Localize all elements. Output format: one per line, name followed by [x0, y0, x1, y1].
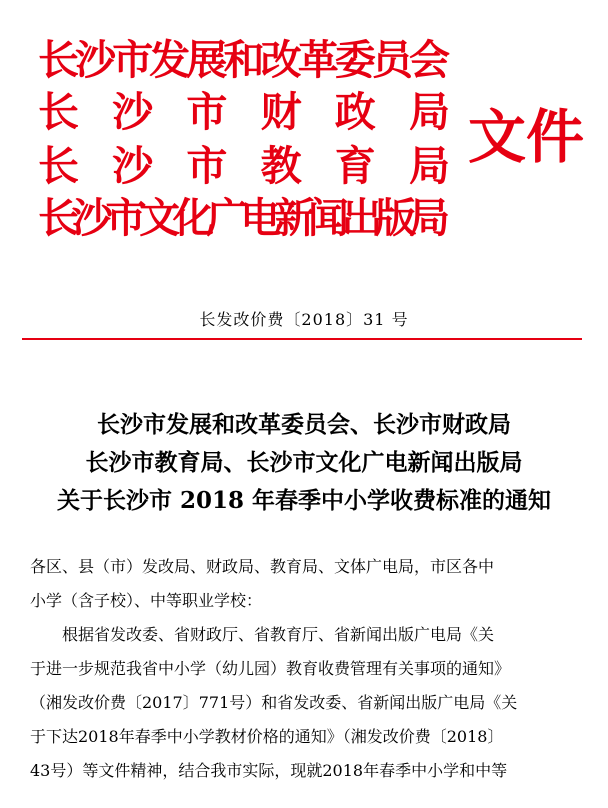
body-line: 于下达2018年春季中小学教材价格的通知》（湘发改价费〔2018〕: [30, 727, 504, 746]
issuer-line-4: 长沙市文化广电新闻出版局: [38, 194, 443, 242]
document-number: 长发改价费〔2018〕31 号: [199, 310, 409, 329]
body-line: 小学（含子校）、中等职业学校：: [30, 591, 263, 610]
body-line: 43号）等文件精神，结合我市实际，现就2018年春季中小学和中等: [30, 761, 508, 780]
body-line: 于进一步规范我省中小学（幼儿园）教育收费管理有关事项的通知》: [30, 659, 511, 678]
issuer-line-2: 长 沙 市 财 政 局: [38, 88, 450, 136]
red-divider: [22, 338, 582, 340]
document-type: 文件: [468, 103, 585, 171]
notice-title-line-1: 长沙市发展和改革委员会、长沙市财政局: [97, 411, 511, 438]
body-line: 根据省发改委、省财政厅、省教育厅、省新闻出版广电局《关: [30, 625, 495, 644]
issuer-line-3: 长 沙 市 教 育 局: [38, 142, 450, 190]
notice-title-line-2: 长沙市教育局、长沙市文化广电新闻出版局: [85, 449, 523, 476]
body-line: （湘发改价费〔2017〕771号）和省发改委、省新闻出版广电局《关: [30, 693, 518, 712]
issuer-line-1: 长沙市发展和改革委员会: [38, 36, 447, 84]
body-line: 各区、县（市）发改局、财政局、教育局、文体广电局，市区各中: [30, 557, 495, 576]
notice-title-line-3: 关于长沙市 2018 年春季中小学收费标准的通知: [56, 487, 552, 514]
